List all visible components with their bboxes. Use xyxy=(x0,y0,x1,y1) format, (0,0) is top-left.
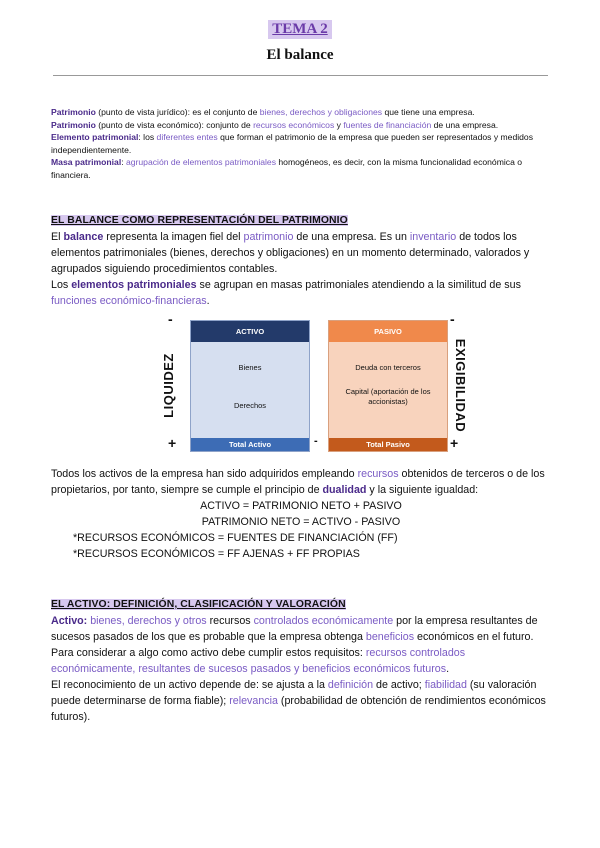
activo-header: ACTIVO xyxy=(191,321,309,342)
balance-diagram xyxy=(160,312,470,460)
def-highlight: recursos económicos xyxy=(253,119,335,130)
activo-footer: Total Activo xyxy=(191,438,309,451)
def-highlight: agrupación de elementos patrimoniales xyxy=(125,157,276,168)
def-text: (punto de vista jurídico): es el conjunto de xyxy=(95,107,260,117)
minus-sign-center: - xyxy=(314,435,318,447)
paragraph: Para considerar a algo como activo debe cumplir estos requisitos: recursos controlados económicamente, resultantes de sucesos pasados y beneficios económicos futuros. xyxy=(51,647,466,675)
plus-sign-right: + xyxy=(450,435,459,451)
highlight: recursos controlados económicamente, resultantes de sucesos pasados y beneficios económicos futuros xyxy=(51,647,466,675)
highlight: bienes, derechos y otros xyxy=(87,615,207,627)
definition-item xyxy=(51,131,551,156)
highlight: controlados económicamente xyxy=(253,615,394,627)
minus-sign-right: - xyxy=(450,311,455,327)
minus-sign-left: - xyxy=(168,311,173,327)
def-term: Patrimonio xyxy=(51,107,96,117)
def-term: Elemento patrimonial xyxy=(51,132,139,143)
def-text: : xyxy=(121,157,126,168)
def-text: de una empresa. xyxy=(431,119,499,130)
highlight: recursos xyxy=(357,468,399,480)
definition-item xyxy=(51,106,551,119)
equation: PATRIMONIO NETO = ACTIVO - PASIVO xyxy=(201,516,401,528)
highlight: relevancia xyxy=(229,695,278,707)
def-highlight: fuentes de financiación xyxy=(343,119,432,130)
page-title: El balance xyxy=(266,47,334,63)
definition-item xyxy=(51,119,551,132)
keyword: balance xyxy=(63,231,104,243)
def-term: Patrimonio xyxy=(51,119,96,130)
title-block xyxy=(0,20,600,64)
section-heading: EL ACTIVO: DEFINICIÓN, CLASIFICACIÓN Y VALORACIÓN xyxy=(51,599,346,610)
plus-sign-left: + xyxy=(168,435,177,451)
tema-label: TEMA 2 xyxy=(268,20,331,39)
definition-item xyxy=(51,156,551,181)
highlight: funciones económico-financieras xyxy=(51,295,207,307)
keyword: elementos patrimoniales xyxy=(71,279,197,291)
def-highlight: bienes, derechos y obligaciones xyxy=(259,107,383,117)
def-text: homogéneos, es decir, con la misma funcionalidad económica o financiera. xyxy=(51,157,523,180)
def-text: : los xyxy=(138,132,157,143)
section-dualidad xyxy=(51,466,551,562)
activo-item-bienes: Bienes xyxy=(238,363,262,372)
keyword: dualidad xyxy=(322,484,367,496)
paragraph: El reconocimiento de un activo depende de: se ajusta a la definición de activo; fiabilidad (su valoración puede determinarse de forma fiable); relevancia (probabilidad de obtención de rendimientos económicos futuros). xyxy=(51,679,546,723)
pasivo-header: PASIVO xyxy=(329,321,447,342)
highlight: fiabilidad xyxy=(424,679,467,691)
def-text: que tiene una empresa. xyxy=(382,107,475,117)
liquidez-label: LIQUIDEZ xyxy=(160,353,176,418)
activo-box xyxy=(190,320,310,452)
def-term: Masa patrimonial xyxy=(51,157,122,168)
pasivo-footer: Total Pasivo xyxy=(329,438,447,451)
pasivo-item-capital: Capital (aportación de los accionistas) xyxy=(345,387,431,406)
highlight: patrimonio xyxy=(243,231,294,243)
highlight: definición xyxy=(327,679,374,691)
highlight: beneficios xyxy=(365,631,415,643)
paragraph: Todos los activos de la empresa han sido adquiridos empleando recursos obtenidos de terceros o de los propietarios, por tanto, siempre se cumple el principio de dualidad y la siguiente igualdad: xyxy=(51,468,545,496)
paragraph: Activo: bienes, derechos y otros recursos controlados económicamente por la empresa resultantes de sucesos pasados de los que es probable que la empresa obtenga beneficios económicos en el futuro. xyxy=(51,615,538,643)
definitions xyxy=(51,106,551,182)
pasivo-item-deuda: Deuda con terceros xyxy=(355,363,421,372)
section-activo xyxy=(51,596,551,725)
divider xyxy=(53,75,548,76)
equation-note: *RECURSOS ECONÓMICOS = FF AJENAS + FF PROPIAS xyxy=(73,548,360,560)
def-highlight: diferentes entes xyxy=(156,132,218,143)
section-balance xyxy=(51,212,551,309)
paragraph: El balance representa la imagen fiel del patrimonio de una empresa. Es un inventario de todos los elementos patrimoniales (bienes, derechos y obligaciones) en un momento determinado, valorados y agrupados siguiendo procedimientos contables. xyxy=(51,231,530,275)
pasivo-box xyxy=(328,320,448,452)
equation-note: *RECURSOS ECONÓMICOS = FUENTES DE FINANCIACIÓN (FF) xyxy=(73,532,398,544)
keyword: Activo: xyxy=(51,615,88,627)
equation: ACTIVO = PATRIMONIO NETO + PASIVO xyxy=(200,500,402,512)
def-text: que forman el patrimonio de la empresa que pueden ser representados y medidos independientemente. xyxy=(51,132,533,155)
paragraph: Los elementos patrimoniales se agrupan en masas patrimoniales atendiendo a la similitud de sus funciones económico-financieras. xyxy=(51,279,521,307)
activo-item-derechos: Derechos xyxy=(233,401,267,410)
def-text: (punto de vista económico): conjunto de xyxy=(95,119,254,130)
highlight: inventario xyxy=(409,231,457,243)
exigibilidad-label: EXIGIBILIDAD xyxy=(453,338,469,433)
section-heading: EL BALANCE COMO REPRESENTACIÓN DEL PATRIMONIO xyxy=(51,215,348,226)
def-text: y xyxy=(334,119,344,130)
